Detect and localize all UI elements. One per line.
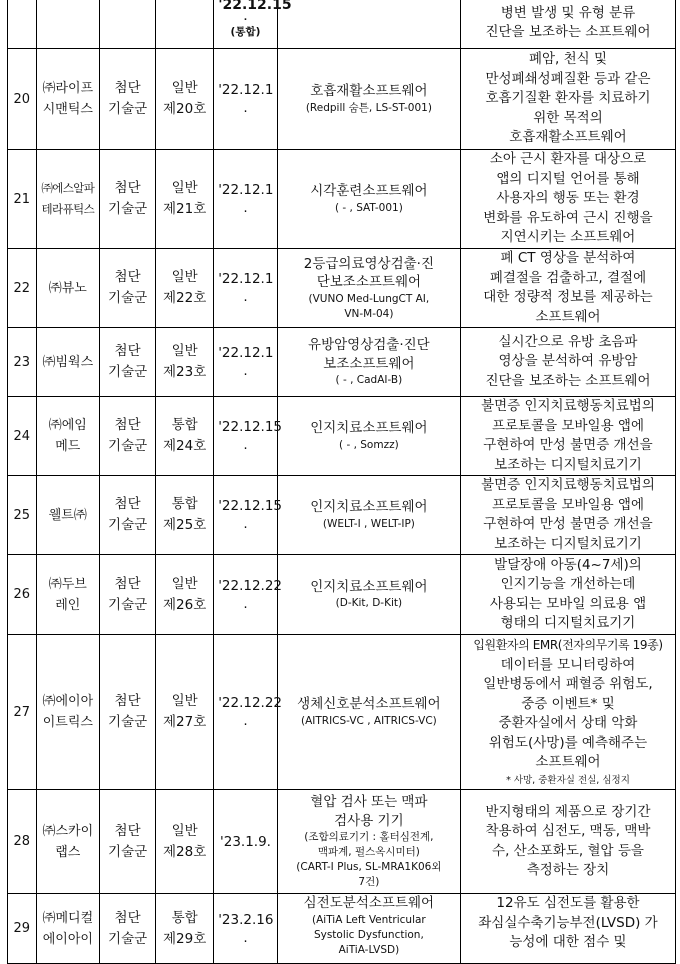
company-name: 웰트㈜ — [48, 507, 87, 523]
product-name: 혈압 검사 또는 맥파 — [310, 794, 428, 810]
product-model: (D-Kit, D-Kit) — [335, 597, 403, 610]
product-cell — [277, 555, 460, 635]
row-number: 29 — [8, 894, 37, 964]
tech-group: 첨단 기술군 — [100, 476, 156, 555]
description-cell: 12유도 심전도를 활용한 좌심실수축기능부전(LVSD) 가 능성에 대한 점수 및 — [460, 894, 675, 964]
certification-table — [7, 0, 676, 964]
description-cell: 불면증 인지치료행동치료법의 프로토콜을 모바일용 앱에 구현하여 만성 불면증 개선을 보조하는 디지털치료기기 — [460, 397, 675, 476]
company-cell: ㈜메디컬 에이아이 — [36, 894, 100, 964]
tech-group: 첨단 기술군 — [100, 635, 156, 790]
row-number: 25 — [8, 476, 37, 555]
designation-date: '22.12.1 . — [214, 249, 278, 328]
description-cell: 병변 발생 및 유형 분류 진단을 보조하는 소프트웨어 — [460, 0, 675, 49]
product-model: (AITRICS-VC , AITRICS-VC) — [301, 714, 437, 727]
product-name: 유방암영상검출·진단 — [308, 337, 430, 353]
product-cell: 혈압 검사 또는 맥파 검사용 기기 (조합의료기기 : 홀터심전계, 맥파계, 펄스옥시미터) (CART-I Plus, SL-MRA1K06외 7건) — [277, 790, 460, 894]
company-name: ㈜에이아 — [42, 694, 94, 709]
tech-group: 첨단 기술군 — [100, 555, 156, 635]
product-cell — [277, 635, 460, 790]
product-name: 인지치료소프트웨어 — [310, 578, 428, 595]
company-cell: ㈜라이프 시맨틱스 — [36, 49, 100, 150]
description-cell: 실시간으로 유방 초음파 영상을 분석하여 유방암 진단을 보조하는 소프트웨어 — [460, 328, 675, 397]
company-name: ㈜스카이 — [42, 823, 94, 839]
product-cell — [277, 0, 460, 49]
table-row — [8, 150, 676, 249]
company-cell: ㈜두브 레인 — [36, 555, 100, 635]
designation-date: '22.12.1 . — [214, 328, 278, 397]
description-cell: 소아 근시 환자를 대상으로 앱의 디지털 언어를 통해 사용자의 행동 또는 환경 변화를 유도하여 근시 진행을 지연시키는 소프트웨어 — [460, 150, 675, 249]
product-cell — [277, 397, 460, 476]
table-row — [8, 635, 676, 790]
designation-type: 일반 제21호 — [156, 150, 214, 249]
designation-type: 통합 제25호 — [156, 476, 214, 555]
product-name: 호흡재활소프트웨어 — [310, 83, 428, 100]
product-cell — [277, 49, 460, 150]
company-name: ㈜두브 — [48, 576, 87, 592]
company-name: ㈜뷰노 — [48, 280, 87, 296]
row-number: 24 — [8, 397, 37, 476]
tech-group: 첨단 기술군 — [100, 397, 156, 476]
product-name: 인지치료소프트웨어 — [310, 499, 428, 516]
designation-type: 일반 제22호 — [156, 249, 214, 328]
table-row — [8, 49, 676, 150]
date-mark: . — [243, 13, 248, 23]
designation-date: '23.2.16 . — [214, 894, 278, 964]
company-cell: ㈜스카이 랩스 — [36, 790, 100, 894]
company-cell — [36, 249, 100, 328]
table-row — [8, 476, 676, 555]
company-cell — [36, 476, 100, 555]
tech-group: 첨단 기술군 — [100, 328, 156, 397]
designation-date: '22.12.1 . — [214, 150, 278, 249]
tech-group: 첨단 기술군 — [100, 49, 156, 150]
row-number: 26 — [8, 555, 37, 635]
designation-type: 일반 제27호 — [156, 635, 214, 790]
company-name: ㈜메디컬 — [42, 910, 94, 926]
table-row — [8, 0, 676, 49]
company-name: ㈜빔웍스 — [42, 354, 94, 370]
designation-date: '23.1.9. — [214, 790, 278, 894]
table-row — [8, 328, 676, 397]
product-name: 인지치료소프트웨어 — [310, 420, 428, 437]
company-cell — [36, 328, 100, 397]
designation-type: 일반 제28호 — [156, 790, 214, 894]
product-name: 시각훈련소프트웨어 — [310, 183, 428, 200]
row-number: 21 — [8, 150, 37, 249]
product-model: ( - , CadAI-B) — [335, 374, 403, 386]
company-name: ㈜에스알파 — [41, 181, 95, 195]
product-name: 심전도분석소프트웨어 — [303, 895, 435, 911]
product-cell — [277, 476, 460, 555]
product-cell: 심전도분석소프트웨어 (AiTiA Left Ventricular Systolic Dysfunction, AiTiA-LVSD) — [277, 894, 460, 964]
product-model: (AiTiA Left Ventricular — [312, 913, 426, 926]
company-name: ㈜에임 — [48, 418, 87, 433]
designation-date: '22.12.1 . — [214, 49, 278, 150]
tech-group: 첨단 기술군 — [100, 249, 156, 328]
date-note: (통합) — [230, 26, 261, 38]
description-cell: 발달장애 아동(4~7세)의 인지기능을 개선하는데 사용되는 모바일 의료용 앱 형태의 디지털치료기기 — [460, 555, 675, 635]
designation-type: 일반 제20호 — [156, 49, 214, 150]
tech-group: 첨단 기술군 — [100, 894, 156, 964]
product-cell — [277, 150, 460, 249]
product-model: ( - , SAT-001) — [334, 201, 403, 214]
product-name: 2등급의료영상검출·진 — [303, 255, 434, 272]
product-model: (WELT-I , WELT-IP) — [322, 517, 415, 530]
designation-date: '22.12.22 . — [214, 635, 278, 790]
description-cell: 불면증 인지치료행동치료법의 프로토콜을 모바일용 앱에 구현하여 만성 불면증 개선을 보조하는 디지털치료기기 — [460, 476, 675, 555]
designation-type: 통합 제29호 — [156, 894, 214, 964]
row-number: 23 — [8, 328, 37, 397]
designation-date: '22.12.15 — [218, 0, 292, 13]
row-number: 22 — [8, 249, 37, 328]
row-number: 28 — [8, 790, 37, 894]
table-row — [8, 790, 676, 894]
company-cell: ㈜에스알파 테라퓨틱스 — [36, 150, 100, 249]
product-cell: 2등급의료영상검출·진 단보조소프트웨어 (VUNO Med-LungCT AI, VN-M-04) — [277, 249, 460, 328]
product-model: ( - , Somzz) — [339, 438, 399, 451]
product-cell: 유방암영상검출·진단 보조소프트웨어 ( - , CadAI-B) — [277, 328, 460, 397]
table-row — [8, 894, 676, 964]
footnote: * 사망, 중환자실 전실, 심정지 — [506, 774, 630, 786]
designation-type: 통합 제24호 — [156, 397, 214, 476]
product-model: (조합의료기기 : 홀터심전계, — [304, 831, 434, 843]
table-row — [8, 397, 676, 476]
designation-type: 일반 제26호 — [156, 555, 214, 635]
row-number — [8, 0, 37, 49]
designation-date: '22.12.15 . — [214, 397, 278, 476]
tech-group: 첨단 기술군 — [100, 150, 156, 249]
description-cell: 반지형태의 제품으로 장기간 착용하여 심전도, 맥동, 맥박 수, 산소포화도, 혈압 등을 측정하는 장치 — [460, 790, 675, 894]
product-model: (VUNO Med-LungCT AI, — [308, 292, 430, 305]
company-cell: ㈜에임 메드 — [36, 397, 100, 476]
row-number: 20 — [8, 49, 37, 150]
tech-group: 첨단 기술군 — [100, 790, 156, 894]
designation-date: '22.12.15 . — [214, 476, 278, 555]
product-model: (Redpill 숨튼, LS-ST-001) — [305, 101, 432, 114]
row-number: 27 — [8, 635, 37, 790]
product-name: 생체신호분석소프트웨어 — [297, 696, 441, 713]
designation-date: '22.12.22 . — [214, 555, 278, 635]
designation-type: 일반 제23호 — [156, 328, 214, 397]
company-cell: ㈜에이아 이트릭스 — [36, 635, 100, 790]
description-cell: 입원환자의 EMR(전자의무기록 19종) 데이터를 모니터링하여 일반병동에서 패혈증 위험도, 중증 이벤트* 및 중환자실에서 상태 악화 위험도(사망)를 예측해주는 소프트웨어 * 사망, 중환자실 전실, 심정지 — [460, 635, 675, 790]
description-cell: 폐 CT 영상을 분석하여 폐결절을 검출하고, 결절에 대한 정량적 정보를 제공하는 소프트웨어 — [460, 249, 675, 328]
description-cell: 폐암, 천식 및 만성폐쇄성폐질환 등과 같은 호흡기질환 환자를 치료하기 위한 목적의 호흡재활소프트웨어 — [460, 49, 675, 150]
company-name: ㈜라이프 — [42, 81, 94, 96]
table-row — [8, 249, 676, 328]
table-row — [8, 555, 676, 635]
